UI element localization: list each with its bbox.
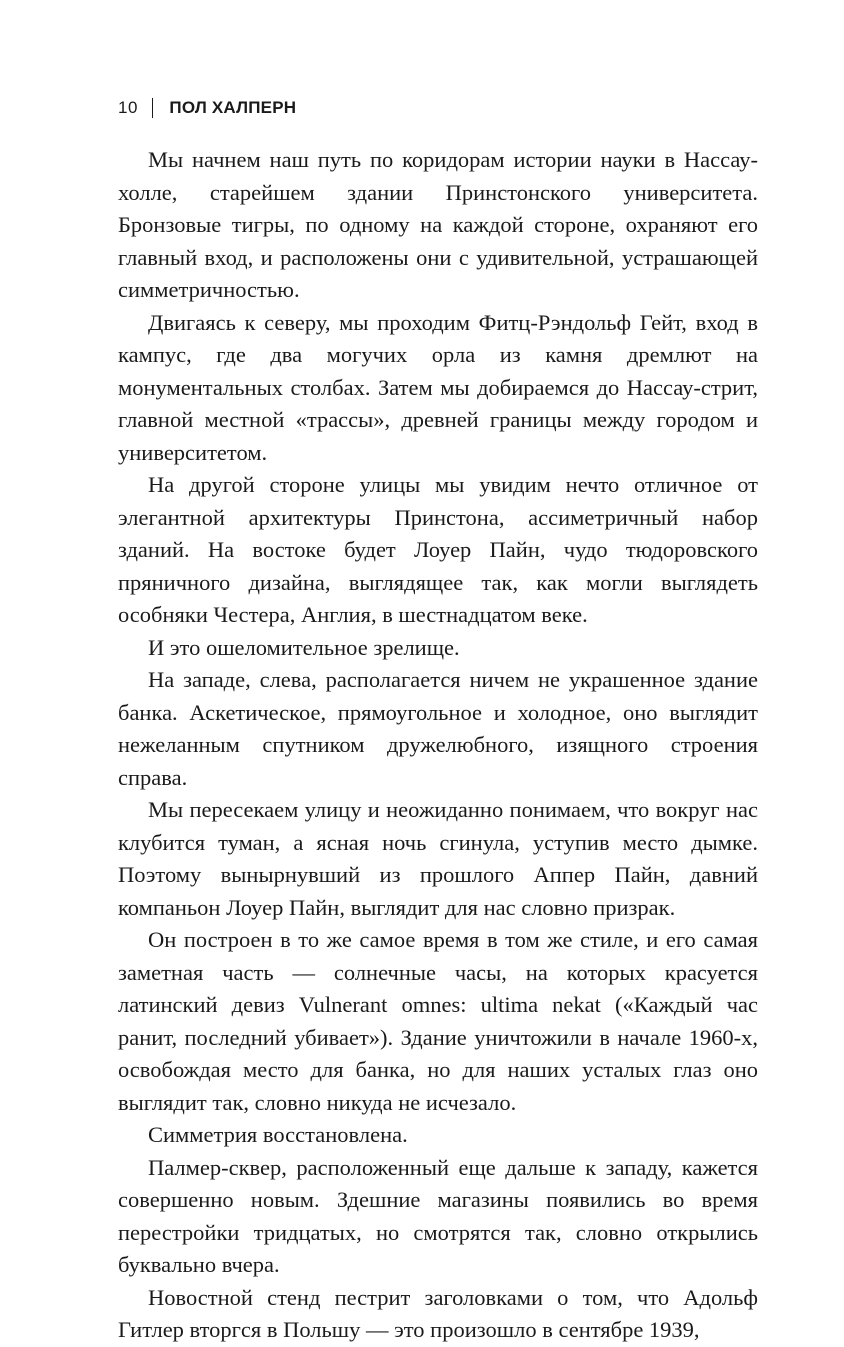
paragraph: Новостной стенд пестрит заголовками о том, что Адольф Гитлер вторгся в Польшу — это произошло в сентябре 1939, bbox=[118, 1284, 758, 1342]
paragraph: Двигаясь к северу, мы проходим Фитц-Рэндольф Гейт, вход в кампус, где два могучих орла из камня дремлют на монументальных столбах. Затем мы добираемся до Нассау-стрит, главной местной «трассы», древней границы между городом и университетом. bbox=[118, 309, 758, 465]
page-number: 10 bbox=[118, 98, 138, 117]
paragraph: И это ошеломительное зрелище. bbox=[148, 634, 460, 660]
paragraph: Мы начнем наш путь по коридорам истории науки в Нассау-холле, старейшем здании Принстонского университета. Бронзовые тигры, по одному на каждой стороне, охраняют его главный вход, и расположены они с удивительной, устрашающей симметричностью. bbox=[118, 147, 758, 302]
author-name: ПОЛ ХАЛПЕРН bbox=[169, 98, 297, 117]
paragraph: Симметрия восстановлена. bbox=[148, 1122, 408, 1147]
body-text bbox=[118, 144, 758, 1347]
header-separator bbox=[152, 98, 154, 118]
running-head bbox=[118, 98, 296, 118]
paragraph: Палмер-сквер, расположенный еще дальше к западу, кажется совершенно новым. Здешние магазины появились во время перестройки тридцатых, но смотрятся так, словно открылись буквально вчера. bbox=[118, 1154, 758, 1277]
paragraph: Он построен в то же самое время в том же стиле, и его самая заметная часть — солнечные часы, на которых красуется латинский девиз Vulnerant omnes: ultima nekat («Каждый час ранит, последний убивает»). Здание уничтожили в начале 1960-х, освобождая место для банка, но для наших усталых глаз оно выглядит так, словно никуда не исчезало. bbox=[118, 927, 758, 1115]
paragraph: На другой стороне улицы мы увидим нечто отличное от элегантной архитектуры Принстона, ассиметричный набор зданий. На востоке будет Лоуер Пайн, чудо тюдоровского пряничного дизайна, выглядящее так, как могли выглядеть особняки Честера, Англия, в шестнадцатом веке. bbox=[118, 472, 758, 627]
paragraph: Мы пересекаем улицу и неожиданно понимаем, что вокруг нас клубится туман, а ясная ночь сгинула, уступив место дымке. Поэтому вынырнувший из прошлого Аппер Пайн, давний компаньон Лоуер Пайн, выглядит для нас словно призрак. bbox=[118, 797, 758, 920]
paragraph: На западе, слева, располагается ничем не украшенное здание банка. Аскетическое, прямоугольное и холодное, оно выглядит нежеланным спутником дружелюбного, изящного строения справа. bbox=[118, 667, 758, 790]
